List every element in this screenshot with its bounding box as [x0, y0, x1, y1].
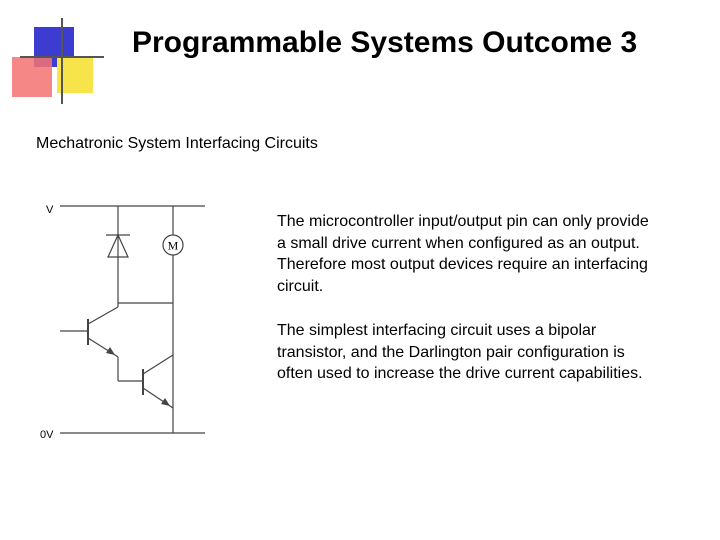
transistor-2-icon	[118, 355, 173, 408]
paragraph-darlington: The simplest interfacing circuit uses a bipolar transistor, and the Darlington pair configuration is often used to increase the drive current capabilities.	[277, 322, 643, 382]
paragraph-drive-current: The microcontroller input/output pin can only provide a small drive current when configured as an output. Therefore most output devices require an interfacing circuit.	[277, 213, 649, 295]
slide-subtitle: Mechatronic System Interfacing Circuits	[36, 135, 318, 152]
motor-icon	[163, 235, 183, 255]
ground-label: 0V	[40, 429, 54, 441]
corner-logo	[0, 0, 110, 110]
motor-label: M	[167, 238, 179, 253]
darlington-circuit-diagram	[30, 195, 230, 445]
logo-pink-square	[12, 57, 52, 97]
transistor-1-icon	[60, 303, 118, 381]
supply-label: V	[46, 204, 54, 216]
slide-title: Programmable Systems Outcome 3	[132, 26, 638, 59]
